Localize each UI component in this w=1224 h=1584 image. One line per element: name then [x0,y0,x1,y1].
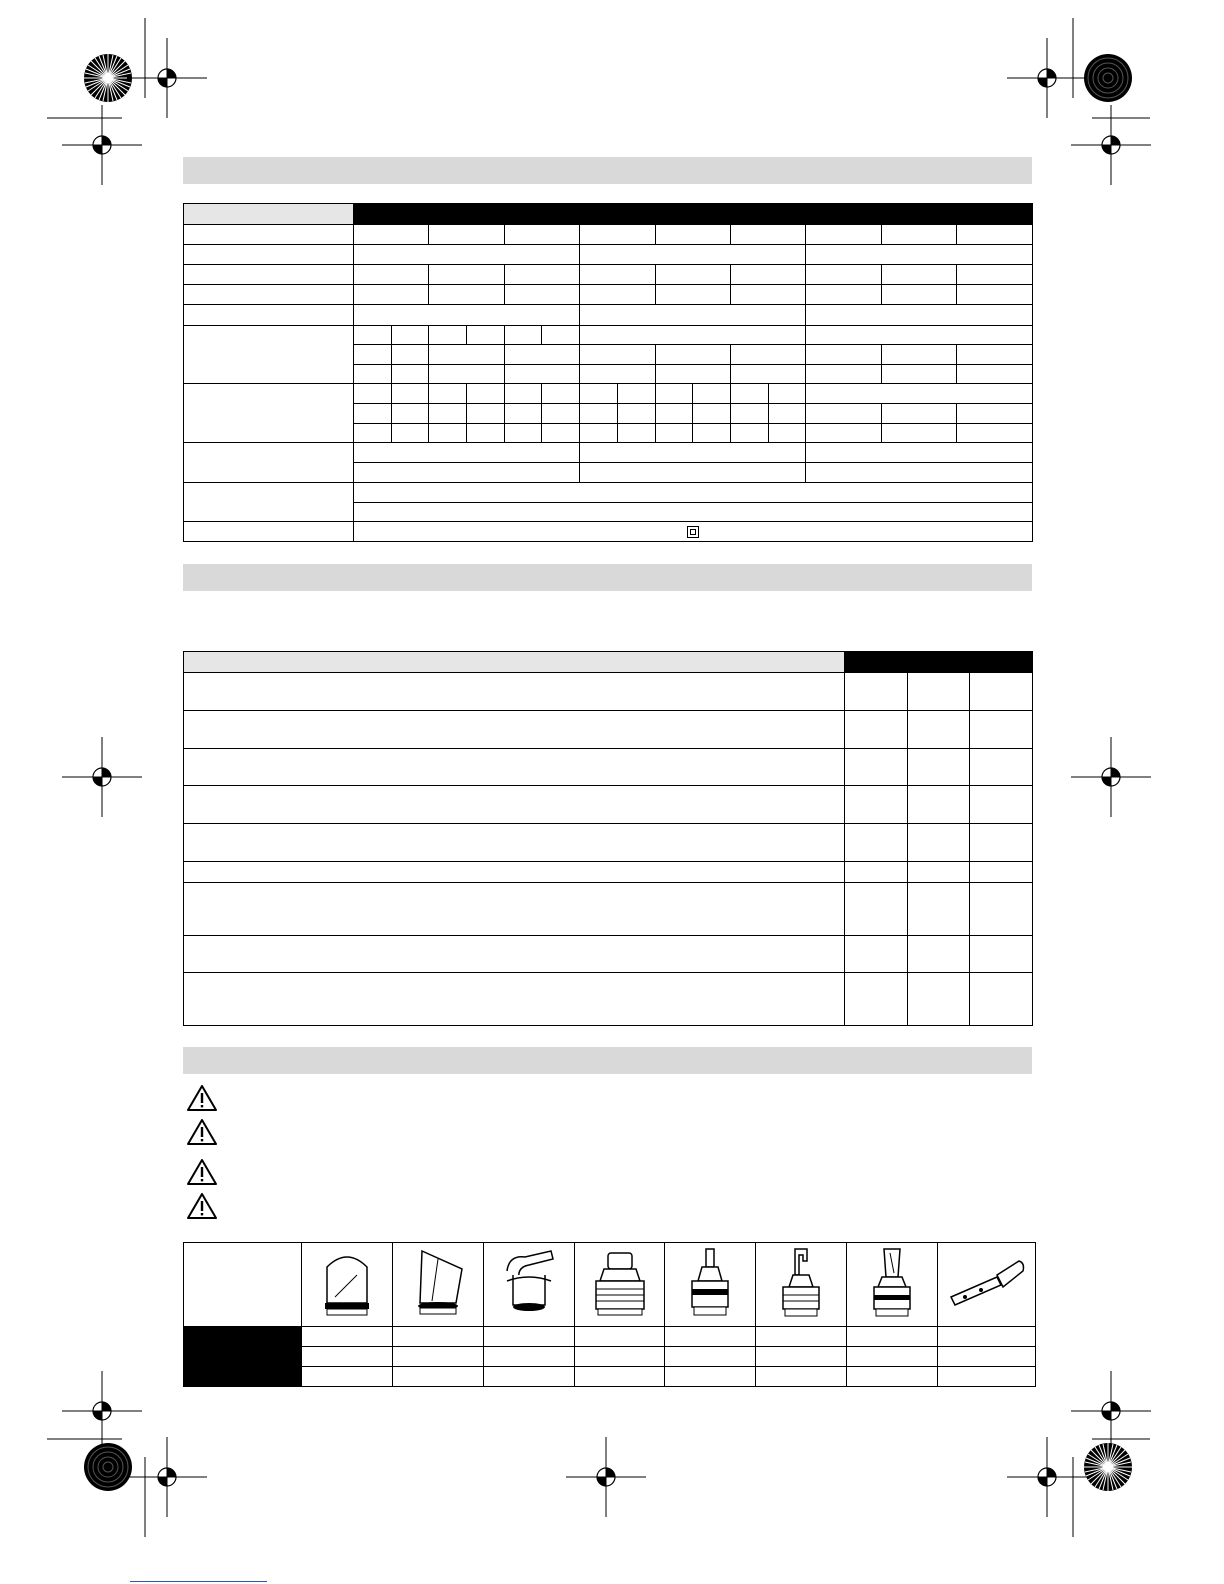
model-header-1 [354,204,580,225]
warning-icon [186,1192,218,1220]
table-row [184,673,1033,711]
table-row [184,384,1033,404]
section-band-technical-data [183,157,1032,184]
footer-link-underline [130,1581,267,1582]
table-row [184,973,1033,1026]
accessory-cell [575,1243,665,1327]
welding-nozzle-icon [680,1245,740,1321]
warning-icon [186,1158,218,1186]
table-row [184,1327,1036,1347]
protection-class-ii-icon [687,526,699,538]
accessory-image-row [184,1243,1036,1327]
header-label-cell [184,204,354,225]
table-header-row [184,652,1033,673]
table-row [184,483,1033,503]
accessory-cell [847,1243,938,1327]
technical-data-table [183,203,1033,542]
table-row [184,443,1033,463]
table-row [184,862,1033,883]
table-row [184,711,1033,749]
table-row [184,749,1033,786]
accessory-cell [756,1243,847,1327]
accessory-cell [302,1243,393,1327]
table-row [184,1367,1036,1387]
applications-table [183,651,1033,1026]
table-row [184,285,1033,305]
accessory-cell [484,1243,575,1327]
model-header-2 [580,204,806,225]
flat-nozzle-icon [862,1245,922,1321]
model-header-3 [806,204,1032,225]
section-band-safety-notes [183,1047,1032,1074]
table-row [184,305,1033,326]
table-row [184,1347,1036,1367]
accessory-cell [393,1243,484,1327]
table-row [184,824,1033,862]
warning-icon [186,1118,218,1146]
surface-nozzle-icon [317,1245,377,1321]
accessories-table [183,1242,1036,1387]
table-row [184,225,1033,245]
glass-protection-nozzle-icon [408,1245,468,1321]
table-row [184,245,1033,265]
table-header-row [184,204,1033,225]
reflector-nozzle-icon [499,1245,559,1321]
accessory-cell [665,1243,756,1327]
scraper-icon [945,1253,1029,1313]
table-row [184,883,1033,936]
section-band-applications [183,564,1032,591]
table-row [184,265,1033,285]
slotted-nozzle-icon [771,1245,831,1321]
table-row [184,786,1033,824]
table-row [184,326,1033,345]
table-row [184,936,1033,973]
accessory-cell [938,1243,1036,1327]
warning-icon [186,1084,218,1112]
reducer-nozzle-icon [588,1245,652,1321]
table-row [184,522,1033,542]
